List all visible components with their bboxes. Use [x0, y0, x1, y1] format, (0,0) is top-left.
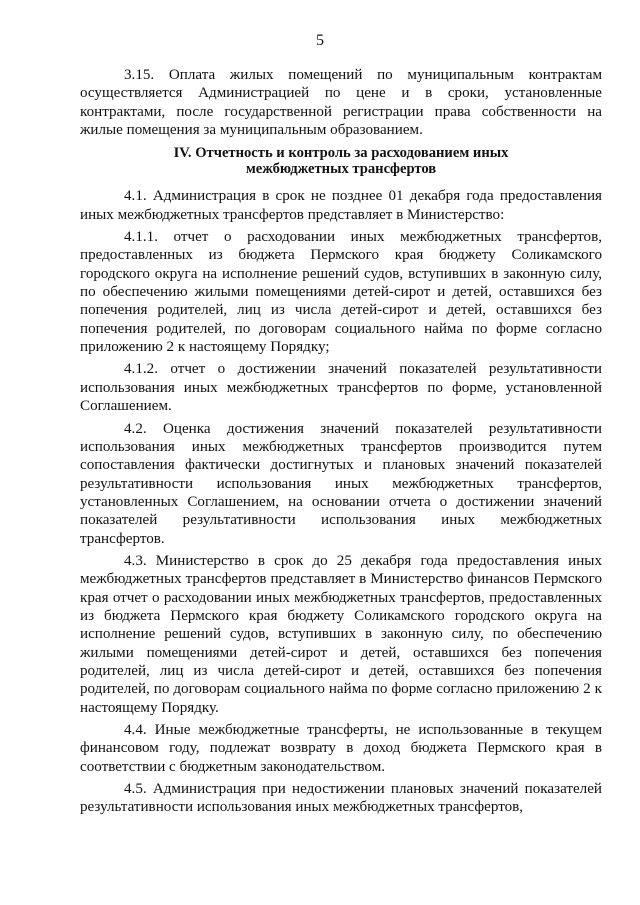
paragraph-4-1-1: 4.1.1. отчет о расходовании иных межбюджетных трансфертов, предоставленных из бюджета Пермского края бюджету Соликамского городского округа на исполнение решений судов, вступивших в законную силу, по обеспечению жилыми помещениями детей-сирот и детей, оставшихся без попечения родителей, лиц из числа детей-сирот и детей, оставшихся без попечения родителей, по договорам социального найма по форме согласно приложению 2 к настоящему Порядку; — [80, 229, 602, 356]
section-heading-line-1: IV. Отчетность и контроль за расходованием иных — [173, 145, 509, 162]
section-heading — [80, 145, 602, 177]
paragraph-4-3: 4.3. Министерство в срок до 25 декабря года предоставления иных межбюджетных трансфертов представляет в Министерство финансов Пермского края отчет о расходовании иных межбюджетных трансфертов, предоставленных из бюджета Пермского края бюджету Соликамского городского округа на исполнение решений судов, вступивших в законную силу, по обеспечению жилыми помещениями детей-сирот и детей, оставшихся без попечения родителей, лиц из числа детей-сирот и детей, оставшихся без попечения родителей, по договорам социального найма по форме согласно приложению 2 к настоящему Порядку. — [80, 552, 602, 716]
page-number: 5 — [316, 32, 324, 49]
section-heading-line-2: межбюджетных трансфертов — [245, 161, 437, 178]
document-body — [80, 66, 602, 821]
paragraph-4-1: 4.1. Администрация в срок не позднее 01 декабря года предоставления иных межбюджетных трансфертов представляет в Министерство: — [80, 188, 602, 223]
paragraph-3-15: 3.15. Оплата жилых помещений по муниципальным контрактам осуществляется Администрацией по цене и в сроки, установленные контрактами, после государственной регистрации права собственности на жилые помещения за муниципальным образованием. — [80, 67, 602, 139]
paragraph-4-2: 4.2. Оценка достижения значений показателей результативности использования иных межбюджетных трансфертов производится путем сопоставления фактически достигнутых и плановых значений показателей результативности использования иных межбюджетных трансфертов, установленных Соглашением, на основании отчета о достижении значений показателей результативности использования иных межбюджетных трансфертов. — [80, 420, 602, 547]
paragraph-4-5: 4.5. Администрация при недостижении плановых значений показателей результативности использования иных межбюджетных трансфертов, — [80, 781, 602, 816]
paragraph-4-1-2: 4.1.2. отчет о достижении значений показателей результативности использования иных межбюджетных трансфертов по форме, установленной Соглашением. — [80, 361, 602, 415]
paragraph-4-4: 4.4. Иные межбюджетные трансферты, не использованные в текущем финансовом году, подлежат возврату в доход бюджета Пермского края в соответствии с бюджетным законодательством. — [80, 722, 602, 775]
